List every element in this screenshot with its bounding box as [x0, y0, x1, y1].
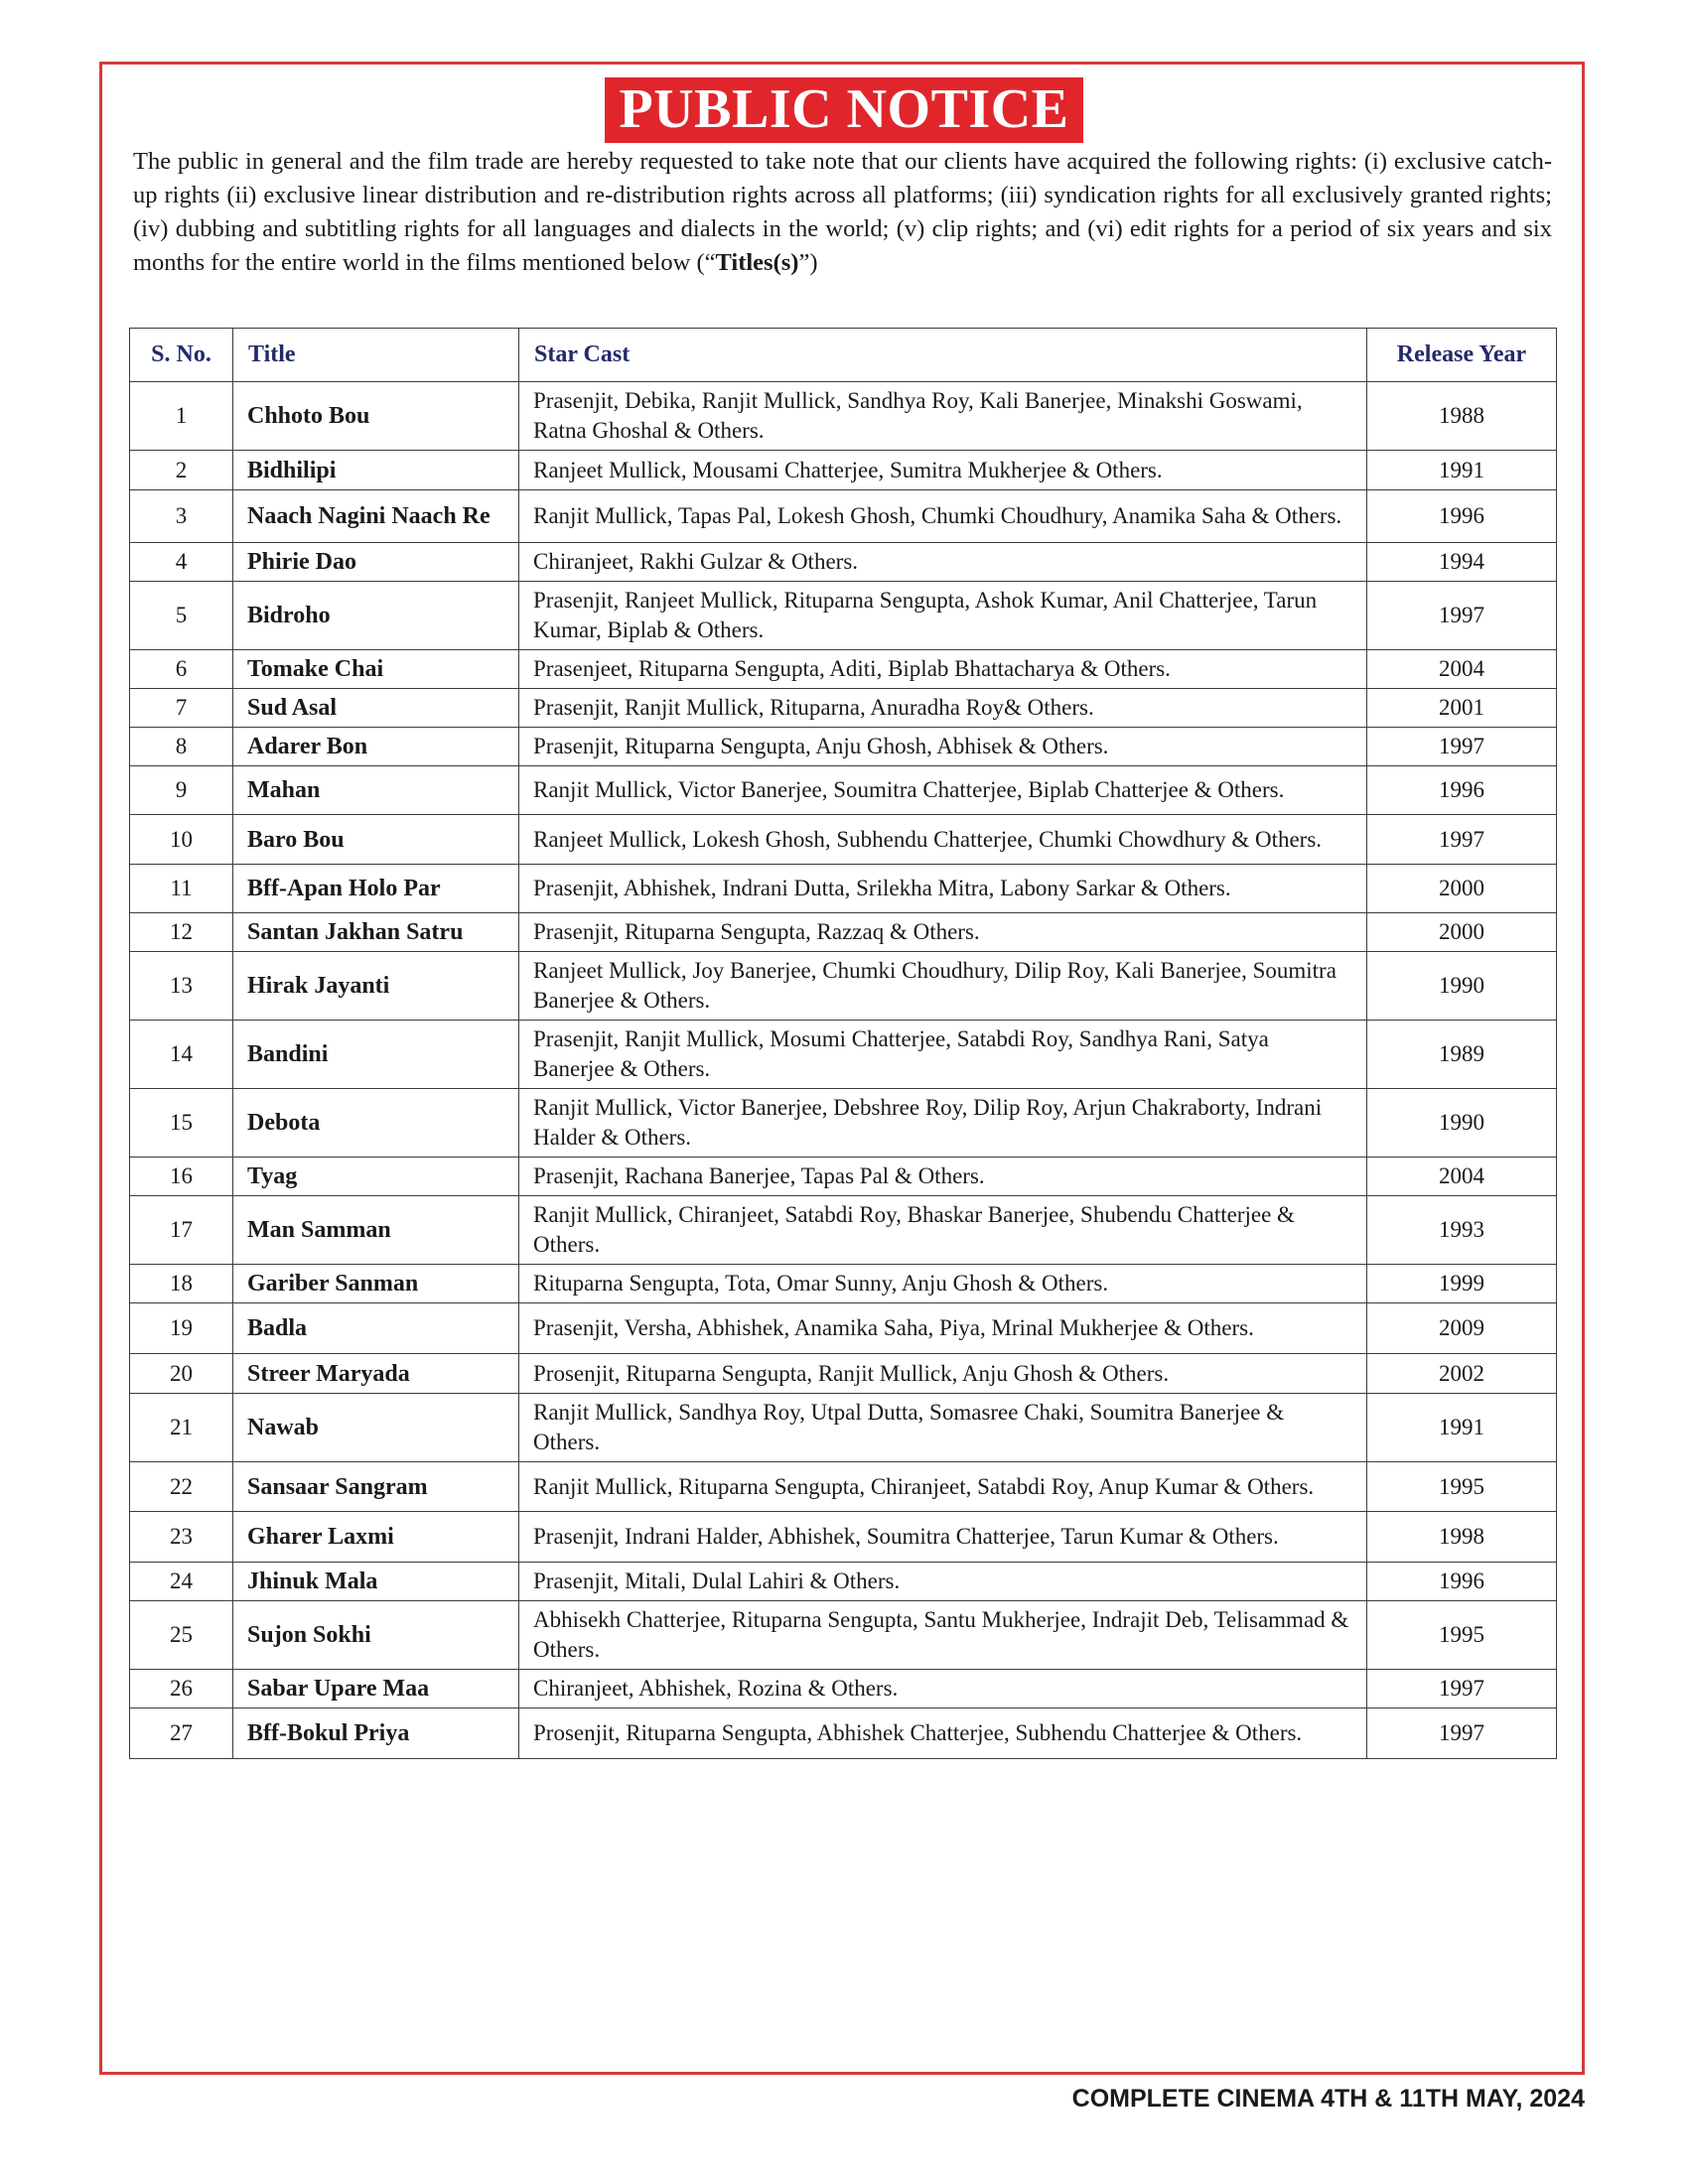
- cell-release-year: 1991: [1367, 451, 1557, 490]
- cell-release-year: 1997: [1367, 1670, 1557, 1708]
- table-row: [130, 1303, 1557, 1354]
- intro-text-end: ”): [798, 249, 818, 276]
- intro-text: The public in general and the film trade are hereby requested to take note that our clients have acquired the following rights: (i) exclusive catch-up rights (ii) exclusive linear distribution and re-distribution rights across all platforms; (iii) syndication rights for all exclusively granted rights; (iv) dubbing and subtitling rights for all languages and dialects in the world; (v) clip rights; and (vi) edit rights for a period of six years and six months for the entire world in the films mentioned below (“: [133, 148, 1552, 276]
- cell-sno: 5: [130, 582, 233, 650]
- cell-sno: 17: [130, 1196, 233, 1265]
- cell-title: Tomake Chai: [233, 650, 519, 689]
- cell-release-year: 2000: [1367, 913, 1557, 952]
- cell-release-year: 1995: [1367, 1462, 1557, 1512]
- cell-star-cast: Chiranjeet, Abhishek, Rozina & Others.: [519, 1670, 1367, 1708]
- table-row: [130, 1354, 1557, 1394]
- table-row: [130, 1563, 1557, 1601]
- cell-release-year: 2004: [1367, 1158, 1557, 1196]
- cell-title: Man Samman: [233, 1196, 519, 1265]
- table-row: [130, 582, 1557, 650]
- cell-star-cast: Ranjit Mullick, Rituparna Sengupta, Chiranjeet, Satabdi Roy, Anup Kumar & Others.: [519, 1462, 1367, 1512]
- table-row: [130, 543, 1557, 582]
- table-row: [130, 1601, 1557, 1670]
- cell-star-cast: Ranjit Mullick, Tapas Pal, Lokesh Ghosh, Chumki Choudhury, Anamika Saha & Others.: [519, 490, 1367, 543]
- cell-star-cast: Prasenjit, Ranjeet Mullick, Rituparna Sengupta, Ashok Kumar, Anil Chatterjee, Tarun Kumar, Biplab & Others.: [519, 582, 1367, 650]
- cell-title: Nawab: [233, 1394, 519, 1462]
- table-row: [130, 1670, 1557, 1708]
- cell-sno: 10: [130, 815, 233, 865]
- cell-sno: 19: [130, 1303, 233, 1354]
- cell-title: Streer Maryada: [233, 1354, 519, 1394]
- table-row: [130, 1089, 1557, 1158]
- cell-release-year: 1997: [1367, 582, 1557, 650]
- cell-title: Gharer Laxmi: [233, 1512, 519, 1563]
- cell-release-year: 2002: [1367, 1354, 1557, 1394]
- table-row: [130, 815, 1557, 865]
- cell-star-cast: Rituparna Sengupta, Tota, Omar Sunny, Anju Ghosh & Others.: [519, 1265, 1367, 1303]
- cell-star-cast: Abhisekh Chatterjee, Rituparna Sengupta, Santu Mukherjee, Indrajit Deb, Telisammad & Others.: [519, 1601, 1367, 1670]
- cell-title: Santan Jakhan Satru: [233, 913, 519, 952]
- cell-sno: 11: [130, 865, 233, 913]
- cell-title: Sabar Upare Maa: [233, 1670, 519, 1708]
- cell-release-year: 1996: [1367, 766, 1557, 815]
- cell-title: Mahan: [233, 766, 519, 815]
- cell-star-cast: Prasenjit, Mitali, Dulal Lahiri & Others.: [519, 1563, 1367, 1601]
- cell-release-year: 1993: [1367, 1196, 1557, 1265]
- cell-title: Jhinuk Mala: [233, 1563, 519, 1601]
- cell-sno: 27: [130, 1708, 233, 1759]
- cell-sno: 2: [130, 451, 233, 490]
- table-row: [130, 1158, 1557, 1196]
- cell-star-cast: Prasenjit, Versha, Abhishek, Anamika Saha, Piya, Mrinal Mukherjee & Others.: [519, 1303, 1367, 1354]
- cell-title: Adarer Bon: [233, 728, 519, 766]
- cell-title: Debota: [233, 1089, 519, 1158]
- cell-sno: 23: [130, 1512, 233, 1563]
- cell-star-cast: Prosenjit, Rituparna Sengupta, Ranjit Mullick, Anju Ghosh & Others.: [519, 1354, 1367, 1394]
- cell-release-year: 1997: [1367, 815, 1557, 865]
- cell-release-year: 1998: [1367, 1512, 1557, 1563]
- cell-release-year: 1988: [1367, 382, 1557, 451]
- cell-star-cast: Ranjeet Mullick, Mousami Chatterjee, Sumitra Mukherjee & Others.: [519, 451, 1367, 490]
- cell-star-cast: Prasenjit, Indrani Halder, Abhishek, Soumitra Chatterjee, Tarun Kumar & Others.: [519, 1512, 1367, 1563]
- table-row: [130, 451, 1557, 490]
- cell-sno: 6: [130, 650, 233, 689]
- header-title: Title: [233, 329, 519, 382]
- cell-release-year: 1997: [1367, 728, 1557, 766]
- table-row: [130, 766, 1557, 815]
- cell-release-year: 1990: [1367, 952, 1557, 1021]
- cell-sno: 8: [130, 728, 233, 766]
- cell-title: Gariber Sanman: [233, 1265, 519, 1303]
- cell-sno: 13: [130, 952, 233, 1021]
- cell-star-cast: Prasenjit, Rituparna Sengupta, Anju Ghosh, Abhisek & Others.: [519, 728, 1367, 766]
- cell-release-year: 1991: [1367, 1394, 1557, 1462]
- cell-title: Badla: [233, 1303, 519, 1354]
- cell-star-cast: Prosenjit, Rituparna Sengupta, Abhishek Chatterjee, Subhendu Chatterjee & Others.: [519, 1708, 1367, 1759]
- table-row: [130, 1462, 1557, 1512]
- cell-star-cast: Prasenjit, Rachana Banerjee, Tapas Pal & Others.: [519, 1158, 1367, 1196]
- cell-release-year: 1995: [1367, 1601, 1557, 1670]
- table-row: [130, 1021, 1557, 1089]
- cell-title: Tyag: [233, 1158, 519, 1196]
- cell-sno: 26: [130, 1670, 233, 1708]
- table-row: [130, 952, 1557, 1021]
- cell-title: Naach Nagini Naach Re: [233, 490, 519, 543]
- cell-star-cast: Prasenjit, Ranjit Mullick, Mosumi Chatterjee, Satabdi Roy, Sandhya Rani, Satya Banerjee & Others.: [519, 1021, 1367, 1089]
- cell-release-year: 1996: [1367, 490, 1557, 543]
- cell-star-cast: Ranjit Mullick, Victor Banerjee, Soumitra Chatterjee, Biplab Chatterjee & Others.: [519, 766, 1367, 815]
- cell-release-year: 2004: [1367, 650, 1557, 689]
- cell-title: Bff-Apan Holo Par: [233, 865, 519, 913]
- cell-star-cast: Chiranjeet, Rakhi Gulzar & Others.: [519, 543, 1367, 582]
- cell-sno: 22: [130, 1462, 233, 1512]
- cell-sno: 18: [130, 1265, 233, 1303]
- cell-title: Hirak Jayanti: [233, 952, 519, 1021]
- cell-star-cast: Ranjeet Mullick, Joy Banerjee, Chumki Choudhury, Dilip Roy, Kali Banerjee, Soumitra Banerjee & Others.: [519, 952, 1367, 1021]
- table-row: [130, 913, 1557, 952]
- cell-star-cast: Prasenjit, Debika, Ranjit Mullick, Sandhya Roy, Kali Banerjee, Minakshi Goswami, Ratna Ghoshal & Others.: [519, 382, 1367, 451]
- table-row: [130, 1196, 1557, 1265]
- cell-sno: 21: [130, 1394, 233, 1462]
- table-row: [130, 1394, 1557, 1462]
- titles-table: [129, 328, 1557, 1759]
- cell-sno: 15: [130, 1089, 233, 1158]
- header-star-cast: Star Cast: [519, 329, 1367, 382]
- cell-sno: 25: [130, 1601, 233, 1670]
- cell-release-year: 1989: [1367, 1021, 1557, 1089]
- cell-sno: 24: [130, 1563, 233, 1601]
- cell-release-year: 1997: [1367, 1708, 1557, 1759]
- cell-sno: 7: [130, 689, 233, 728]
- table-row: [130, 865, 1557, 913]
- cell-star-cast: Ranjit Mullick, Victor Banerjee, Debshree Roy, Dilip Roy, Arjun Chakraborty, Indrani Halder & Others.: [519, 1089, 1367, 1158]
- table-row: [130, 728, 1557, 766]
- cell-release-year: 2001: [1367, 689, 1557, 728]
- cell-title: Bidhilipi: [233, 451, 519, 490]
- cell-title: Phirie Dao: [233, 543, 519, 582]
- cell-title: Bidroho: [233, 582, 519, 650]
- table-row: [130, 1708, 1557, 1759]
- cell-release-year: 2000: [1367, 865, 1557, 913]
- cell-release-year: 1990: [1367, 1089, 1557, 1158]
- cell-title: Sujon Sokhi: [233, 1601, 519, 1670]
- cell-title: Sansaar Sangram: [233, 1462, 519, 1512]
- table-body: [130, 382, 1557, 1759]
- cell-sno: 12: [130, 913, 233, 952]
- cell-sno: 1: [130, 382, 233, 451]
- cell-star-cast: Prasenjit, Ranjit Mullick, Rituparna, Anuradha Roy& Others.: [519, 689, 1367, 728]
- cell-sno: 4: [130, 543, 233, 582]
- footer-caption: COMPLETE CINEMA 4TH & 11TH MAY, 2024: [1071, 2085, 1585, 2113]
- cell-sno: 20: [130, 1354, 233, 1394]
- cell-star-cast: Ranjit Mullick, Sandhya Roy, Utpal Dutta, Somasree Chaki, Soumitra Banerjee & Others.: [519, 1394, 1367, 1462]
- cell-title: Sud Asal: [233, 689, 519, 728]
- cell-star-cast: Prasenjit, Abhishek, Indrani Dutta, Srilekha Mitra, Labony Sarkar & Others.: [519, 865, 1367, 913]
- cell-title: Baro Bou: [233, 815, 519, 865]
- notice-title: PUBLIC NOTICE: [605, 77, 1082, 143]
- cell-title: Bff-Bokul Priya: [233, 1708, 519, 1759]
- cell-star-cast: Ranjit Mullick, Chiranjeet, Satabdi Roy, Bhaskar Banerjee, Shubendu Chatterjee & Others.: [519, 1196, 1367, 1265]
- cell-release-year: 1994: [1367, 543, 1557, 582]
- table-row: [130, 1512, 1557, 1563]
- cell-release-year: 1996: [1367, 1563, 1557, 1601]
- intro-bold-term: Titles(s): [715, 249, 799, 276]
- cell-title: Bandini: [233, 1021, 519, 1089]
- header-release-year: Release Year: [1367, 329, 1557, 382]
- cell-sno: 3: [130, 490, 233, 543]
- table-header-row: [130, 329, 1557, 382]
- intro-paragraph: [133, 145, 1552, 280]
- cell-release-year: 2009: [1367, 1303, 1557, 1354]
- header-sno: S. No.: [130, 329, 233, 382]
- cell-star-cast: Prasenjit, Rituparna Sengupta, Razzaq & Others.: [519, 913, 1367, 952]
- table-row: [130, 490, 1557, 543]
- cell-star-cast: Prasenjeet, Rituparna Sengupta, Aditi, Biplab Bhattacharya & Others.: [519, 650, 1367, 689]
- cell-sno: 9: [130, 766, 233, 815]
- title-banner: [0, 77, 1688, 143]
- table-row: [130, 1265, 1557, 1303]
- table-row: [130, 689, 1557, 728]
- cell-sno: 16: [130, 1158, 233, 1196]
- table-row: [130, 382, 1557, 451]
- cell-release-year: 1999: [1367, 1265, 1557, 1303]
- table-row: [130, 650, 1557, 689]
- cell-star-cast: Ranjeet Mullick, Lokesh Ghosh, Subhendu Chatterjee, Chumki Chowdhury & Others.: [519, 815, 1367, 865]
- cell-sno: 14: [130, 1021, 233, 1089]
- cell-title: Chhoto Bou: [233, 382, 519, 451]
